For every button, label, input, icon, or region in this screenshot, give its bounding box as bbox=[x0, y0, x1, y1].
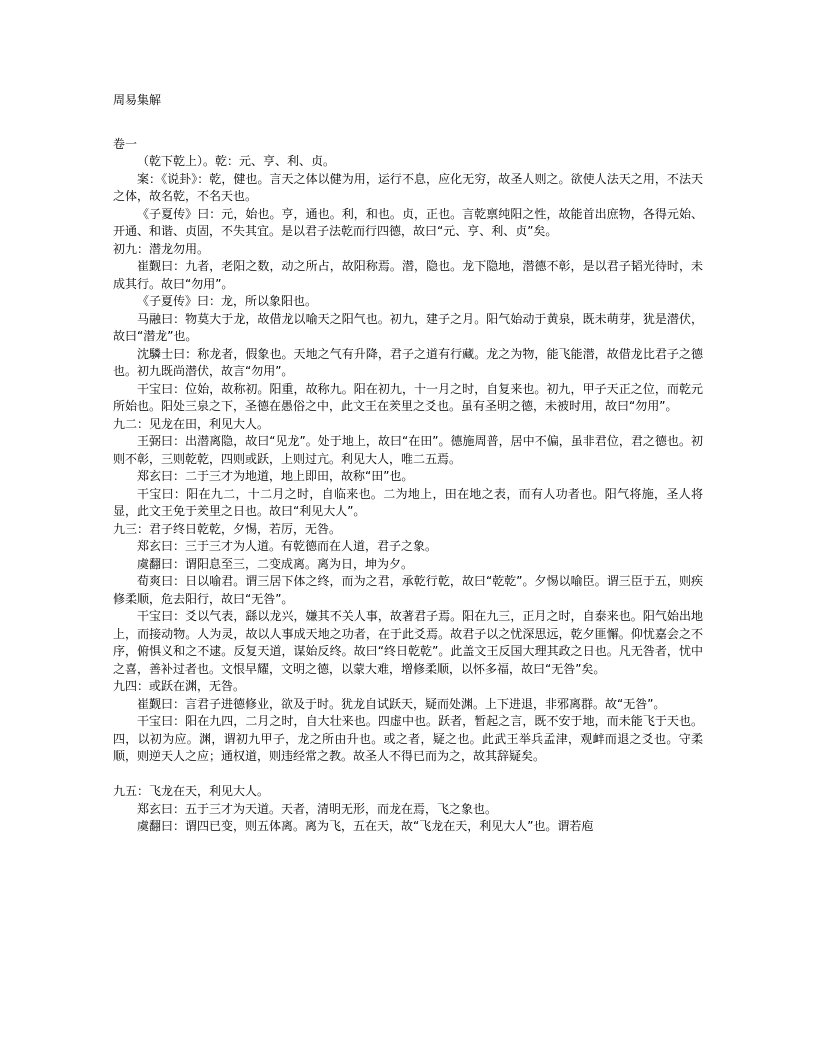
paragraph: 郑玄曰：三于三才为人道。有乾德而在人道，君子之象。 bbox=[137, 539, 438, 553]
paragraph: （乾下乾上）。乾：元、亨、利、贞。 bbox=[137, 154, 336, 168]
paragraph: 荀爽曰：日以喻君。谓三居下体之终，而为之君，承乾行乾，故曰“乾乾”。夕惕以喻臣。谓三臣于五，则疾修柔顺，危去阳行，故曰“无咎”。 bbox=[113, 574, 703, 606]
paragraph: 干宝曰：阳在九二，十二月之时，自临来也。二为地上，田在地之表，而有人功者也。阳气将施，圣人将显，此文王免于羑里之日也。故曰“利见大人”。 bbox=[113, 486, 703, 518]
paragraph: 郑玄曰：五于三才为天道。天者，清明无形，而龙在焉，飞之象也。 bbox=[137, 801, 498, 816]
paragraph: 干宝曰：阳在九四，二月之时，自大壮来也。四虚中也。跃者，暂起之言，既不安于地，而未能飞于天也。四，以初为应。渊，谓初九甲子，龙之所由升也。或之者，疑之也。此武王举兵孟津，观衅而退之爻也。守柔顺，则逆天人之应；通权道，则违经常之教。故圣人不得已而为之，故其辞疑矣。 bbox=[113, 714, 703, 763]
paragraph: 郑玄曰：二于三才为地道，地上即田，故称“田”也。 bbox=[137, 469, 414, 483]
paragraph: 崔觐曰：九者，老阳之数，动之所占，故阳称焉。潜，隐也。龙下隐地，潜德不彰，是以君子韬光待时，未成其行。故曰“勿用”。 bbox=[113, 259, 703, 291]
paragraph: 九五：飞龙在天，利见大人。 bbox=[113, 784, 270, 798]
paragraph: 干宝曰：爻以气表，繇以龙兴，嫌其不关人事，故著君子焉。阳在九三，正月之时，自泰来也。阳气始出地上，而接动物。人为灵，故以人事成天地之功者，在于此爻焉。故君子以之忧深思远，乾夕匪懈。仰忧嘉会之不序，俯惧义和之不逮。反复天道，谋始反终。故曰“终日乾乾”。此盖文王反国大理其政之日也。凡无咎者，忧中之喜，善补过者也。文恨早耀，文明之德，以蒙大难，增修柔顺，以怀多福，故曰“无咎”矣。 bbox=[113, 609, 703, 676]
paragraph: 案：《说卦》：乾，健也。言天之体以健为用，运行不息，应化无穷，故圣人则之。欲使人法天之用，不法天之体，故名乾，不名天也。 bbox=[113, 171, 703, 203]
paragraph: 沈驎士曰：称龙者，假象也。天地之气有升降，君子之道有行藏。龙之为物，能飞能潜，故借龙比君子之德也。初九既尚潜伏，故言“勿用”。 bbox=[113, 346, 703, 378]
paragraph: 九三：君子终日乾乾，夕惕，若厉，无咎。 bbox=[113, 521, 342, 536]
paragraph-spacer bbox=[113, 766, 703, 784]
paragraph: 马融曰：物莫大于龙，故借龙以喻天之阳气也。初九，建子之月。阳气始动于黄泉，既未萌芽，犹是潜伏，故曰“潜龙”也。 bbox=[113, 311, 703, 343]
paragraph: 虞翻曰：谓四已变，则五体离。离为飞，五在天，故“飞龙在天，利见大人”也。谓若庖 bbox=[137, 819, 594, 833]
paragraph: 初九：潜龙勿用。 bbox=[113, 241, 210, 256]
text-blocks bbox=[113, 153, 703, 836]
title-spacer bbox=[113, 110, 703, 136]
paragraph: 虞翻曰：谓阳息至三，二变成离。离为日，坤为夕。 bbox=[137, 556, 414, 571]
paragraph: 九二：见龙在田，利见大人。 bbox=[113, 416, 270, 431]
paragraph: 九四：或跃在渊，无咎。 bbox=[113, 679, 246, 693]
volume-heading: 卷一 bbox=[113, 136, 138, 151]
document-title: 周易集解 bbox=[113, 93, 162, 107]
paragraph: 干宝曰：位始，故称初。阳重，故称九。阳在初九，十一月之时，自复来也。初九，甲子天正之位，而乾元所始也。阳处三泉之下，圣德在愚俗之中，此文王在羑里之爻也。虽有圣明之德，未被时用，故曰“勿用”。 bbox=[113, 381, 703, 413]
paragraph: 崔觐曰：言君子进德修业，欲及于时。犹龙自试跃天，疑而处渊。上下进退，非邪离群。故“无咎”。 bbox=[137, 696, 666, 711]
paragraph: 《子夏传》曰：元，始也。亨，通也。利，和也。贞，正也。言乾禀纯阳之性，故能首出庶物，各得元始、开通、和谐、贞固，不失其宜。是以君子法乾而行四德，故曰“元、亨、利、贞”矣。 bbox=[113, 206, 703, 238]
paragraph: 王弼曰：出潜离隐，故曰“见龙”。处于地上，故曰“在田”。德施周普，居中不偏，虽非君位，君之德也。初则不彰，三则乾乾，四则或跃，上则过亢。利见大人，唯二五焉。 bbox=[113, 434, 703, 466]
paragraph: 《子夏传》曰：龙，所以象阳也。 bbox=[137, 294, 318, 308]
document-body bbox=[113, 92, 703, 836]
